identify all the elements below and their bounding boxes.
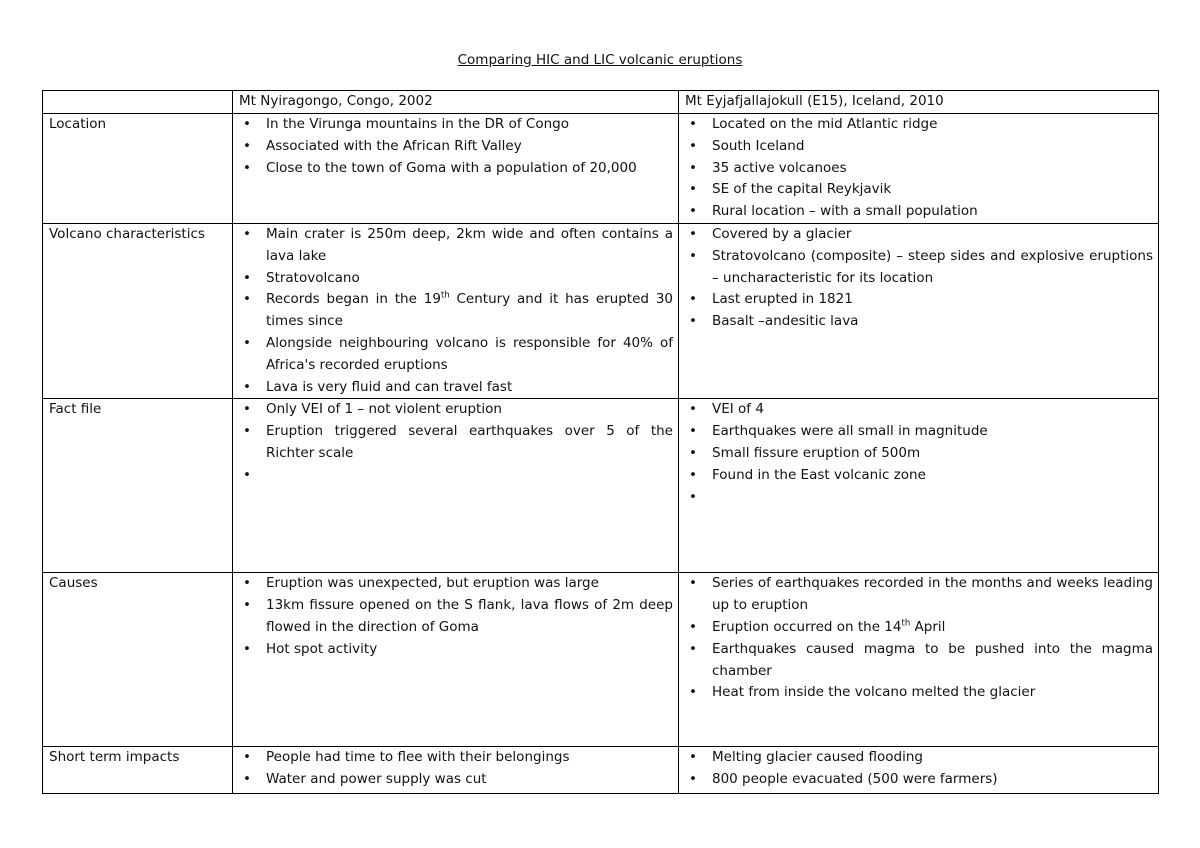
list-item: • Associated with the African Rift Valley [239,136,673,158]
text-part: Records began in the 19 [266,291,441,308]
table-row-volcano-characteristics [43,223,1159,398]
text-part: Century and it has erupted 30 times since [266,291,673,330]
bullet-list [685,114,1153,223]
table-row-fact-file [43,399,1159,573]
bullet-list [685,747,1153,791]
list-item: • Located on the mid Atlantic ridge [685,114,1153,136]
list-item: • Basalt –andesitic lava [685,311,1153,333]
text-part: April [910,618,946,635]
bullet-list [685,573,1153,704]
lic-cell [233,114,679,224]
header-hic-volcano: Mt Eyjafjallajokull (E15), Iceland, 2010 [679,91,1159,114]
lic-cell [233,223,679,398]
list-item: • Eruption was unexpected, but eruption was large [239,573,673,595]
list-item: • South Iceland [685,136,1153,158]
header-lic-volcano: Mt Nyiragongo, Congo, 2002 [233,91,679,114]
list-item: • Water and power supply was cut [239,769,673,791]
list-item: • Heat from inside the volcano melted the glacier [685,682,1153,704]
row-label: Short term impacts [43,747,233,794]
list-item: • Earthquakes were all small in magnitude [685,421,1153,443]
row-label: Fact file [43,399,233,573]
list-item [685,617,1153,639]
row-label: Causes [43,573,233,747]
list-item: • In the Virunga mountains in the DR of Congo [239,114,673,136]
list-item: • Hot spot activity [239,639,673,661]
row-label: Location [43,114,233,224]
list-item: • 800 people evacuated (500 were farmers) [685,769,1153,791]
list-item: • Stratovolcano (composite) – steep sides and explosive eruptions – uncharacteristic for its location [685,246,1153,290]
bullet-list [239,573,673,660]
row-label: Volcano characteristics [43,223,233,398]
list-item: • Lava is very fluid and can travel fast [239,377,673,399]
superscript: th [901,618,911,629]
hic-cell [679,223,1159,398]
list-item: • Alongside neighbouring volcano is responsible for 40% of Africa's recorded eruptions [239,333,673,377]
table-row-short-term-impacts [43,747,1159,794]
list-item: • 13km fissure opened on the S flank, lava flows of 2m deep flowed in the direction of Goma [239,595,673,639]
hic-cell [679,747,1159,794]
list-item: • 35 active volcanoes [685,158,1153,180]
list-item: • Stratovolcano [239,268,673,290]
bullet-list [685,224,1153,333]
list-item: • VEI of 4 [685,399,1153,421]
text-part: Eruption occurred on the 14 [712,618,902,635]
table-row-location [43,114,1159,224]
lic-cell [233,399,679,573]
bullet-list [239,399,673,486]
list-item: • People had time to flee with their belongings [239,747,673,769]
list-item: • Earthquakes caused magma to be pushed into the magma chamber [685,639,1153,683]
list-item: • Close to the town of Goma with a population of 20,000 [239,158,673,180]
empty-list-item [685,487,1153,509]
table-row-causes [43,573,1159,747]
hic-cell [679,114,1159,224]
list-item: • Rural location – with a small population [685,201,1153,223]
list-item: • Only VEI of 1 – not violent eruption [239,399,673,421]
list-item: • Eruption triggered several earthquakes over 5 of the Richter scale [239,421,673,465]
list-item: • Main crater is 250m deep, 2km wide and often contains a lava lake [239,224,673,268]
list-item: • SE of the capital Reykjavik [685,179,1153,201]
empty-list-item [239,465,673,487]
lic-cell [233,747,679,794]
document-title: Comparing HIC and LIC volcanic eruptions [457,52,743,68]
comparison-table [42,90,1159,794]
superscript: th [440,290,450,301]
list-item: • Small fissure eruption of 500m [685,443,1153,465]
list-item: • Found in the East volcanic zone [685,465,1153,487]
bullet-list [239,114,673,179]
bullet-list [239,747,673,791]
bullet-list [685,399,1153,508]
list-item: • Covered by a glacier [685,224,1153,246]
hic-cell [679,399,1159,573]
hic-cell [679,573,1159,747]
lic-cell [233,573,679,747]
header-empty-cell [43,91,233,114]
table-header-row [43,91,1159,114]
list-item [239,289,673,333]
list-item: • Last erupted in 1821 [685,289,1153,311]
bullet-list [239,224,673,398]
list-item: • Series of earthquakes recorded in the months and weeks leading up to eruption [685,573,1153,617]
list-item: • Melting glacier caused flooding [685,747,1153,769]
